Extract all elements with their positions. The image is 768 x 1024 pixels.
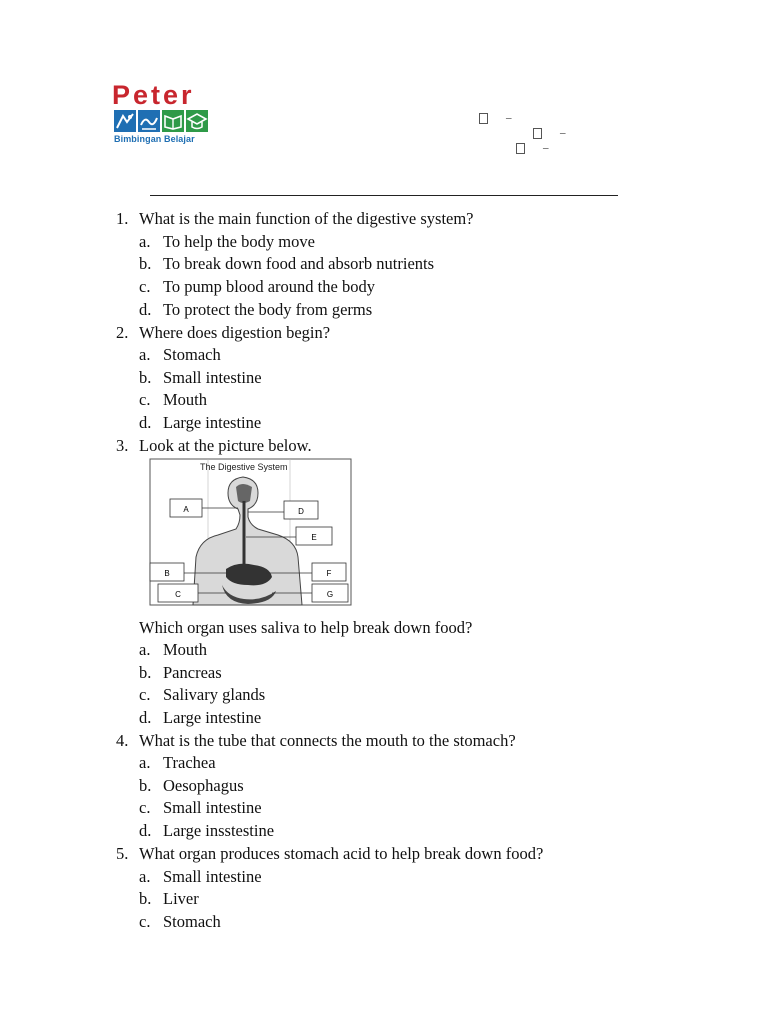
question-1 <box>116 208 474 230</box>
question-2-option-b[interactable] <box>139 367 262 389</box>
header-field-date <box>516 142 549 154</box>
brand-logo <box>112 82 212 148</box>
question-3-option-c[interactable] <box>139 684 265 706</box>
option-text: To pump blood around the body <box>163 277 375 296</box>
label-a: A <box>183 505 189 514</box>
question-1-option-b[interactable] <box>139 253 434 275</box>
option-text: To protect the body from germs <box>163 300 373 319</box>
header-field-dash: – <box>560 127 566 139</box>
option-text: Stomach <box>163 912 221 931</box>
question-2-option-d[interactable] <box>139 412 261 434</box>
question-5-option-a[interactable] <box>139 866 262 888</box>
option-letter: b. <box>139 889 152 908</box>
option-text: Large insstestine <box>163 821 275 840</box>
option-text: Small intestine <box>163 867 262 886</box>
logo-tile-book-icon <box>162 110 184 132</box>
option-letter: c. <box>139 798 151 817</box>
question-2-option-c[interactable] <box>139 389 207 411</box>
option-letter: d. <box>139 821 152 840</box>
question-text: What organ produces stomach acid to help break down food? <box>139 844 544 863</box>
question-3-option-a[interactable] <box>139 639 207 661</box>
label-d: D <box>298 507 304 516</box>
logo-tile-wave-icon <box>138 110 160 132</box>
option-letter: d. <box>139 413 152 432</box>
option-letter: b. <box>139 776 152 795</box>
question-number: 5. <box>116 844 129 863</box>
question-number: 4. <box>116 731 129 750</box>
question-number: 1. <box>116 209 129 228</box>
label-f: F <box>326 569 332 578</box>
question-1-option-c[interactable] <box>139 276 375 298</box>
option-letter: a. <box>139 867 151 886</box>
logo-tiles <box>114 110 208 132</box>
option-text: Large intestine <box>163 413 262 432</box>
option-text: Salivary glands <box>163 685 266 704</box>
question-4-option-d[interactable] <box>139 820 274 842</box>
option-letter: b. <box>139 368 152 387</box>
option-letter: c. <box>139 390 151 409</box>
option-text: Pancreas <box>163 663 222 682</box>
brand-tagline: Bimbingan Belajar <box>114 134 195 144</box>
label-c: C <box>175 590 181 599</box>
missing-glyph-icon <box>516 143 525 154</box>
question-4-option-a[interactable] <box>139 752 216 774</box>
option-letter: b. <box>139 254 152 273</box>
question-2-option-a[interactable] <box>139 344 221 366</box>
option-text: Small intestine <box>163 368 262 387</box>
option-text: Trachea <box>163 753 216 772</box>
header-field-dash: – <box>506 112 512 124</box>
option-letter: d. <box>139 708 152 727</box>
diagram-title: The Digestive System <box>200 462 288 472</box>
option-letter: a. <box>139 753 151 772</box>
header-field-name <box>479 112 512 124</box>
option-text: Mouth <box>163 640 208 659</box>
option-text: Liver <box>163 889 199 908</box>
question-text: Where does digestion begin? <box>139 323 331 342</box>
option-letter: c. <box>139 685 151 704</box>
missing-glyph-icon <box>533 128 542 139</box>
question-1-option-d[interactable] <box>139 299 372 321</box>
option-letter: a. <box>139 345 151 364</box>
question-text: What is the tube that connects the mouth to the stomach? <box>139 731 516 750</box>
logo-tile-graduation-cap-icon <box>186 110 208 132</box>
option-letter: c. <box>139 277 151 296</box>
brand-wordmark: Peter <box>112 80 195 110</box>
header-divider <box>150 195 618 196</box>
option-letter: b. <box>139 663 152 682</box>
question-5-option-c[interactable] <box>139 911 221 933</box>
question-5 <box>116 843 543 865</box>
question-4-option-b[interactable] <box>139 775 244 797</box>
missing-glyph-icon <box>479 113 488 124</box>
label-e: E <box>311 533 317 542</box>
option-text: To help the body move <box>163 232 315 251</box>
option-letter: a. <box>139 640 151 659</box>
option-letter: c. <box>139 912 151 931</box>
mouth-cavity <box>236 484 252 503</box>
question-5-option-b[interactable] <box>139 888 199 910</box>
question-text: What is the main function of the digestive system? <box>139 209 474 228</box>
option-letter: a. <box>139 232 151 251</box>
option-text: Large intestine <box>163 708 262 727</box>
digestive-system-diagram <box>148 457 353 607</box>
label-g: G <box>326 590 334 599</box>
question-3-option-b[interactable] <box>139 662 222 684</box>
question-number: 3. <box>116 436 129 455</box>
option-text: Stomach <box>163 345 221 364</box>
option-text: Mouth <box>163 390 208 409</box>
question-3-option-d[interactable] <box>139 707 261 729</box>
question-1-option-a[interactable] <box>139 231 315 253</box>
question-number: 2. <box>116 323 129 342</box>
label-b: B <box>164 569 170 578</box>
question-text: Look at the picture below. <box>139 436 312 455</box>
option-text: To break down food and absorb nutrients <box>163 254 435 273</box>
question-4-option-c[interactable] <box>139 797 262 819</box>
header-field-dash: – <box>543 142 549 154</box>
option-text: Oesophagus <box>163 776 244 795</box>
question-3 <box>116 435 312 457</box>
option-text: Small intestine <box>163 798 262 817</box>
header-field-class <box>533 127 566 139</box>
logo-tile-figure-icon <box>114 110 136 132</box>
question-3-subquestion: Which organ uses saliva to help break down food? <box>139 618 473 637</box>
question-2 <box>116 322 330 344</box>
question-4 <box>116 730 516 752</box>
option-letter: d. <box>139 300 152 319</box>
